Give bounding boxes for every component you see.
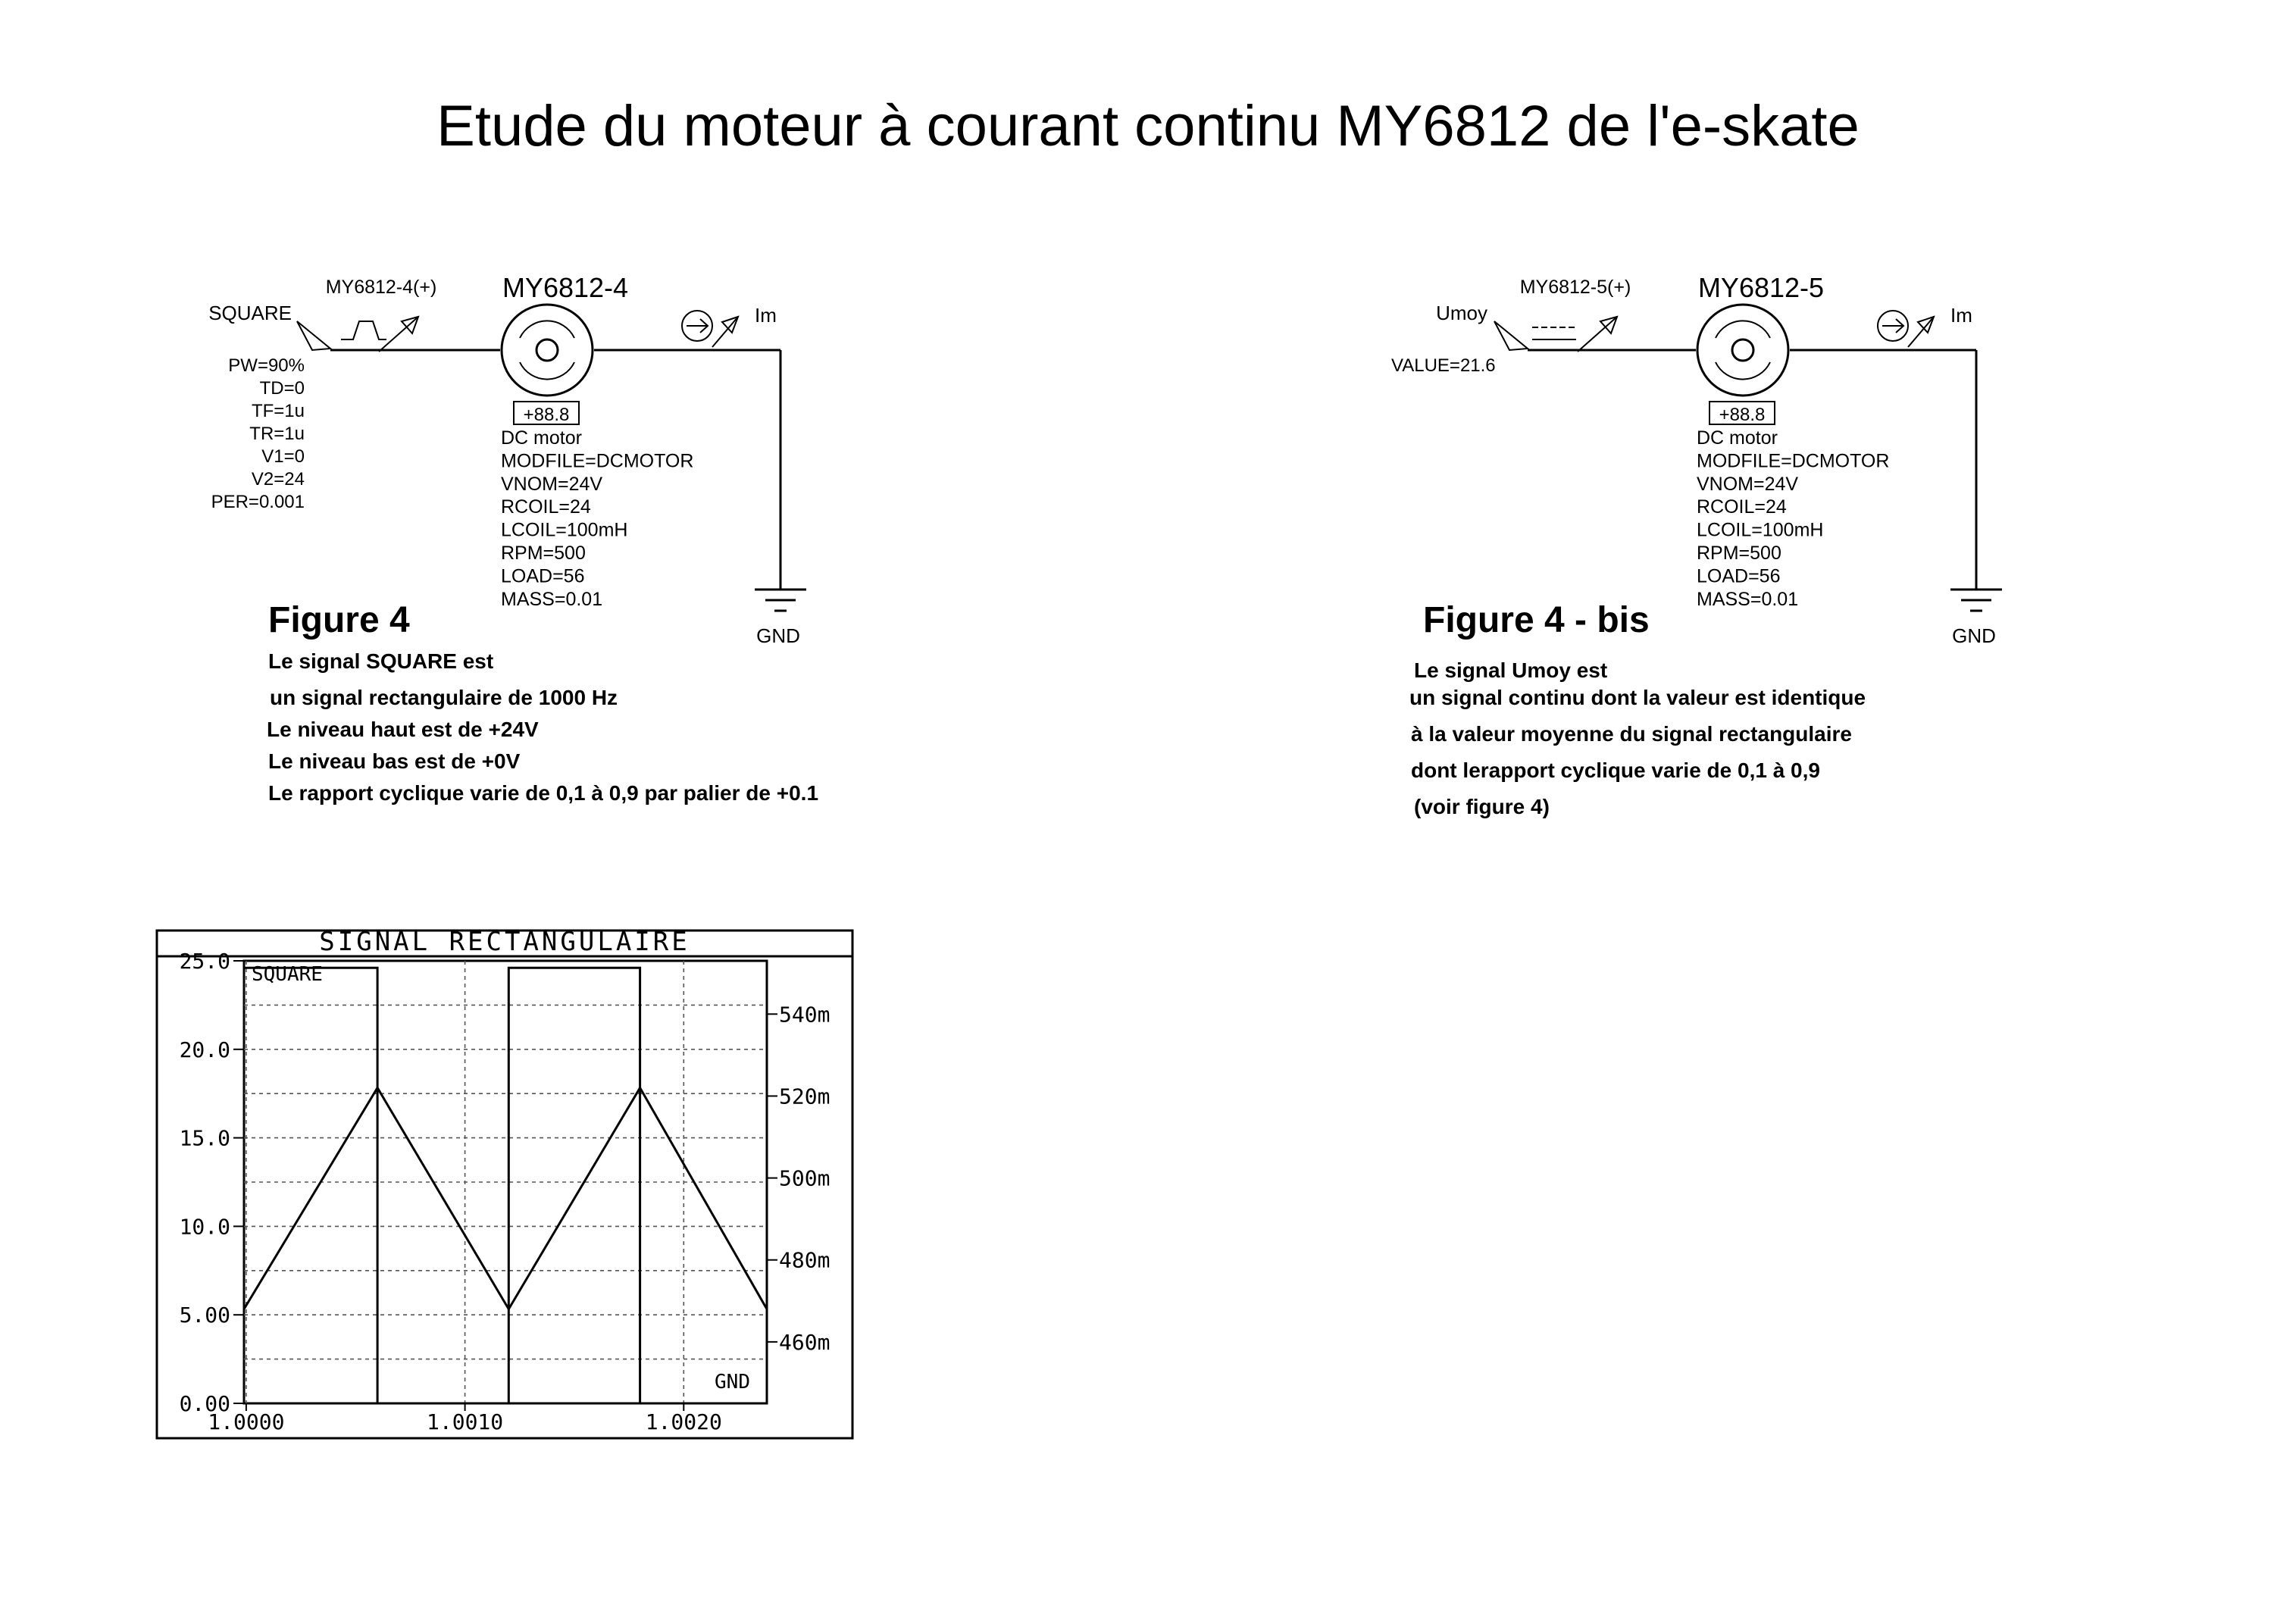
caption-line-4: Le rapport cyclique varie de 0,1 à 0,9 par palier de +0.1	[268, 781, 819, 805]
figure4bis-probe-label: MY6812-5(+)	[1519, 277, 1631, 298]
motor-param-3: RCOIL=24	[501, 496, 591, 518]
figure4-caption-title: Figure 4	[268, 600, 410, 640]
figure4-motor-params	[501, 427, 693, 610]
source-param-3: TR=1u	[249, 424, 305, 444]
voltage-probe-icon[interactable]	[379, 317, 418, 352]
motor-param-0: DC motor	[501, 427, 582, 449]
voltage-probe-icon[interactable]	[1578, 317, 1617, 352]
dc-motor-icon[interactable]	[502, 305, 593, 396]
motor-param-6: LOAD=56	[501, 565, 585, 587]
source-param-0: PW=90%	[228, 355, 305, 376]
source-param-2: TF=1u	[251, 401, 305, 421]
source-param-0: VALUE=21.6	[1391, 355, 1496, 376]
chart-frame	[157, 931, 852, 1438]
y-right-tick-label: 540m	[779, 1002, 831, 1028]
figure4bis-source-params	[1391, 355, 1496, 376]
caption-line-3: Le niveau bas est de +0V	[268, 749, 521, 773]
source-param-4: V1=0	[261, 446, 305, 467]
dc-motor-icon[interactable]	[1697, 305, 1788, 396]
trace-label-gnd: GND	[715, 1371, 750, 1393]
square-source-terminal[interactable]	[297, 321, 330, 350]
figure4bis-motor-ref: MY6812-5	[1697, 272, 1825, 303]
caption-line-2: à la valeur moyenne du signal rectangulaire	[1411, 722, 1852, 746]
umoy-source-terminal[interactable]	[1494, 321, 1528, 350]
y-left-tick-label: 5.00	[179, 1303, 230, 1328]
x-tick-label: 1.0000	[208, 1409, 285, 1434]
motor-param-7: MASS=0.01	[501, 588, 603, 610]
figure4-circuit	[208, 272, 818, 805]
caption-line-a-0: Le signal SQUARE est	[268, 649, 494, 673]
caption-line-1: un signal continu dont la valeur est identique	[1409, 686, 1866, 709]
caption-line-2: Le niveau haut est de +24V	[267, 718, 539, 741]
figure4-motor-display: +88.8	[523, 405, 570, 425]
series-square	[244, 968, 767, 1403]
ground-icon	[755, 590, 806, 611]
motor-param-0: DC motor	[1697, 427, 1778, 449]
motor-param-4: LCOIL=100mH	[501, 519, 628, 541]
motor-param-4: LCOIL=100mH	[1697, 519, 1824, 541]
y-right-tick-label: 500m	[779, 1165, 831, 1191]
figure4bis-motor-params	[1697, 427, 1889, 610]
motor-param-3: RCOIL=24	[1697, 496, 1787, 518]
source-param-5: V2=24	[251, 469, 305, 490]
figure4-caption	[267, 649, 818, 805]
figure4bis-ammeter-label: Im	[1950, 304, 1972, 327]
figure4-probe-label: MY6812-4(+)	[325, 277, 437, 298]
motor-param-1: MODFILE=DCMOTOR	[1697, 450, 1890, 472]
series-im	[244, 1088, 767, 1309]
figure4-motor-ref: MY6812-4	[502, 272, 629, 303]
motor-param-2: VNOM=24V	[501, 473, 603, 495]
y-left-tick-label: 15.0	[179, 1125, 230, 1151]
motor-param-5: RPM=500	[501, 543, 586, 564]
y-right-tick-label: 520m	[779, 1084, 831, 1109]
figure4bis-ground-label: GND	[1952, 624, 1996, 647]
source-param-1: TD=0	[259, 378, 305, 399]
motor-param-1: MODFILE=DCMOTOR	[501, 450, 694, 472]
chart-title: SIGNAL RECTANGULAIRE	[319, 927, 690, 957]
page-title: Etude du moteur à courant continu MY6812 de l'e-skate	[436, 94, 1860, 158]
x-tick-label: 1.0020	[645, 1409, 722, 1434]
motor-param-5: RPM=500	[1697, 543, 1781, 564]
ground-icon	[1950, 590, 2002, 611]
caption-line-1: un signal rectangulaire de 1000 Hz	[270, 686, 618, 709]
figure4bis-caption	[1409, 658, 1866, 818]
figure4-ammeter-label: Im	[755, 304, 777, 327]
y-left-tick-label: 25.0	[179, 949, 230, 974]
y-right-tick-label: 460m	[779, 1329, 831, 1355]
y-left-tick-label: 20.0	[179, 1037, 230, 1062]
ammeter-icon[interactable]	[1878, 311, 1934, 347]
figure4-source-params	[211, 355, 305, 512]
y-left-tick-label: 10.0	[179, 1214, 230, 1240]
pulse-symbol-icon	[341, 321, 386, 339]
y-right-tick-label: 480m	[779, 1247, 831, 1273]
motor-param-6: LOAD=56	[1697, 565, 1781, 587]
x-tick-label: 1.0010	[427, 1409, 504, 1434]
motor-param-7: MASS=0.01	[1697, 588, 1799, 610]
trace-label-square: SQUARE	[252, 963, 323, 986]
oscillogram	[157, 927, 852, 1438]
figure4bis-motor-display: +88.8	[1719, 405, 1766, 425]
motor-param-2: VNOM=24V	[1697, 473, 1799, 495]
y-left-tick-label: 0.00	[179, 1391, 230, 1416]
caption-line-4: (voir figure 4)	[1414, 795, 1550, 818]
caption-line-0: Le signal Umoy est	[1414, 658, 1608, 682]
square-source-label: SQUARE	[208, 302, 292, 324]
caption-line-3: dont lerapport cyclique varie de 0,1 à 0,9	[1411, 759, 1820, 782]
ammeter-icon[interactable]	[682, 311, 738, 347]
figure4bis-circuit	[1391, 272, 2002, 818]
figure4-ground-label: GND	[756, 624, 800, 647]
umoy-source-label: Umoy	[1436, 302, 1487, 324]
figure4bis-caption-title: Figure 4 - bis	[1423, 600, 1650, 640]
source-param-6: PER=0.001	[211, 492, 305, 512]
